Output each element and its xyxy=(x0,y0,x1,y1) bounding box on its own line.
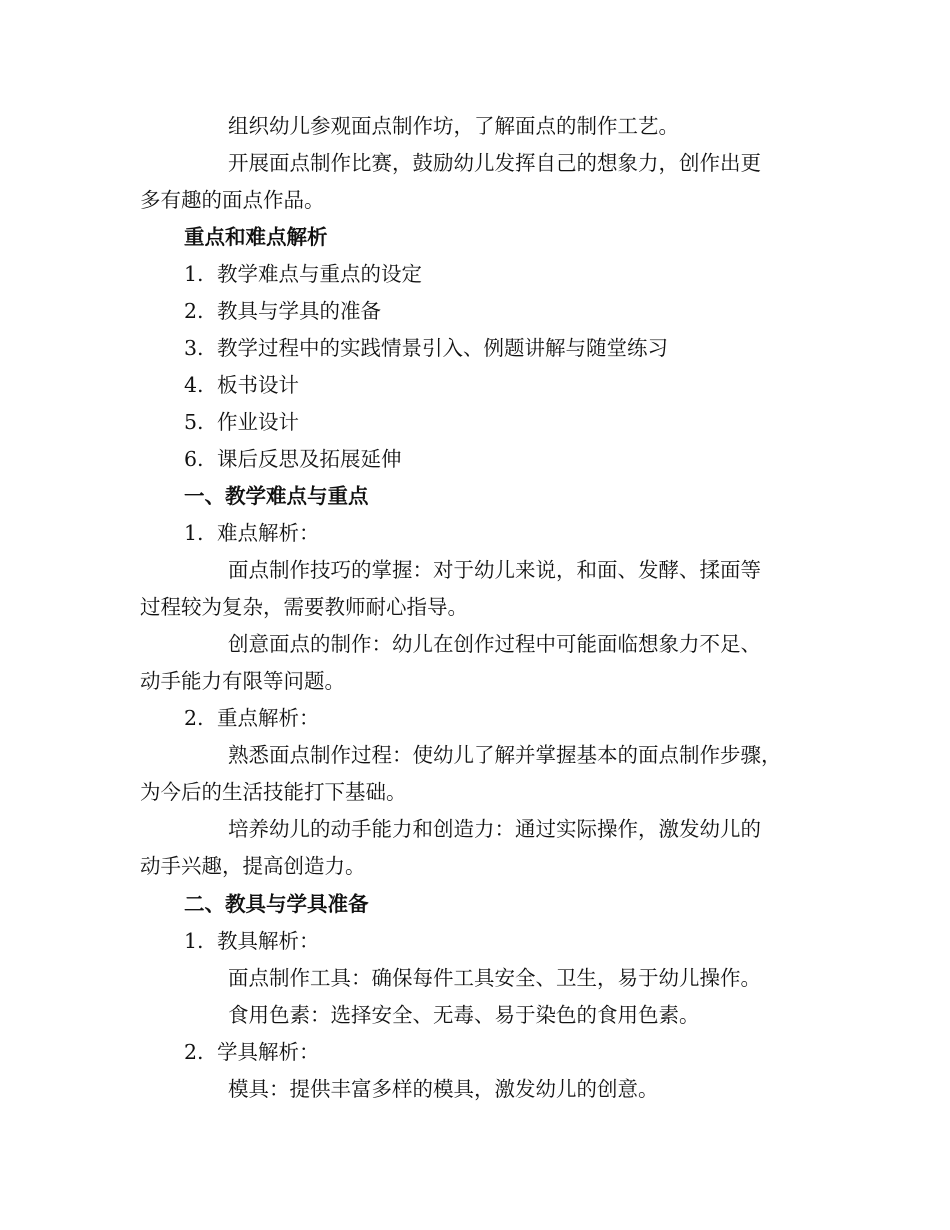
section-heading: 重点和难点解析 xyxy=(184,225,328,249)
item-text: 教具解析： xyxy=(217,929,320,953)
item-number: 2. xyxy=(184,706,204,730)
item-text: 课后反思及拓展延伸 xyxy=(217,447,402,471)
paragraph: 食用色素：选择安全、无毒、易于染色的食用色素。 xyxy=(228,1003,700,1027)
section-heading: 二、教具与学具准备 xyxy=(184,892,369,916)
paragraph: 面点制作技巧的掌握：对于幼儿来说，和面、发酵、揉面等 xyxy=(228,558,761,582)
item-text: 难点解析： xyxy=(217,521,320,545)
outline-item xyxy=(184,407,299,437)
paragraph-continuation: 过程较为复杂，需要教师耐心指导。 xyxy=(140,595,468,619)
item-number: 2. xyxy=(184,299,204,323)
paragraph: 培养幼儿的动手能力和创造力：通过实际操作，激发幼儿的 xyxy=(228,817,761,841)
paragraph: 组织幼儿参观面点制作坊，了解面点的制作工艺。 xyxy=(228,114,679,138)
item-text: 教学过程中的实践情景引入、例题讲解与随堂练习 xyxy=(217,336,668,360)
item-text: 学具解析： xyxy=(217,1040,320,1064)
paragraph: 面点制作工具：确保每件工具安全、卫生，易于幼儿操作。 xyxy=(228,966,761,990)
outline-item xyxy=(184,259,422,289)
paragraph: 熟悉面点制作过程：使幼儿了解并掌握基本的面点制作步骤， xyxy=(228,743,782,767)
paragraph: 创意面点的制作：幼儿在创作过程中可能面临想象力不足、 xyxy=(228,632,761,656)
item-number: 1. xyxy=(184,929,204,953)
paragraph: 模具：提供丰富多样的模具，激发幼儿的创意。 xyxy=(228,1077,659,1101)
item-number: 1. xyxy=(184,262,204,286)
paragraph-continuation: 为今后的生活技能打下基础。 xyxy=(140,780,407,804)
paragraph-continuation: 多有趣的面点作品。 xyxy=(140,188,325,212)
outline-item xyxy=(184,370,299,400)
section-heading: 一、教学难点与重点 xyxy=(184,484,369,508)
subsection-heading xyxy=(184,1037,320,1067)
item-number: 1. xyxy=(184,521,204,545)
subsection-heading xyxy=(184,703,320,733)
item-text: 板书设计 xyxy=(217,373,299,397)
outline-item xyxy=(184,444,402,474)
item-text: 教学难点与重点的设定 xyxy=(217,262,422,286)
item-text: 重点解析： xyxy=(217,706,320,730)
item-number: 5. xyxy=(184,410,204,434)
outline-item xyxy=(184,333,668,363)
subsection-heading xyxy=(184,926,320,956)
item-number: 6. xyxy=(184,447,204,471)
paragraph-continuation: 动手能力有限等问题。 xyxy=(140,669,345,693)
outline-item xyxy=(184,296,381,326)
paragraph: 开展面点制作比赛，鼓励幼儿发挥自己的想象力，创作出更 xyxy=(228,151,761,175)
item-text: 教具与学具的准备 xyxy=(217,299,381,323)
item-number: 3. xyxy=(184,336,204,360)
item-text: 作业设计 xyxy=(217,410,299,434)
item-number: 2. xyxy=(184,1040,204,1064)
subsection-heading xyxy=(184,518,320,548)
item-number: 4. xyxy=(184,373,204,397)
paragraph-continuation: 动手兴趣，提高创造力。 xyxy=(140,854,366,878)
